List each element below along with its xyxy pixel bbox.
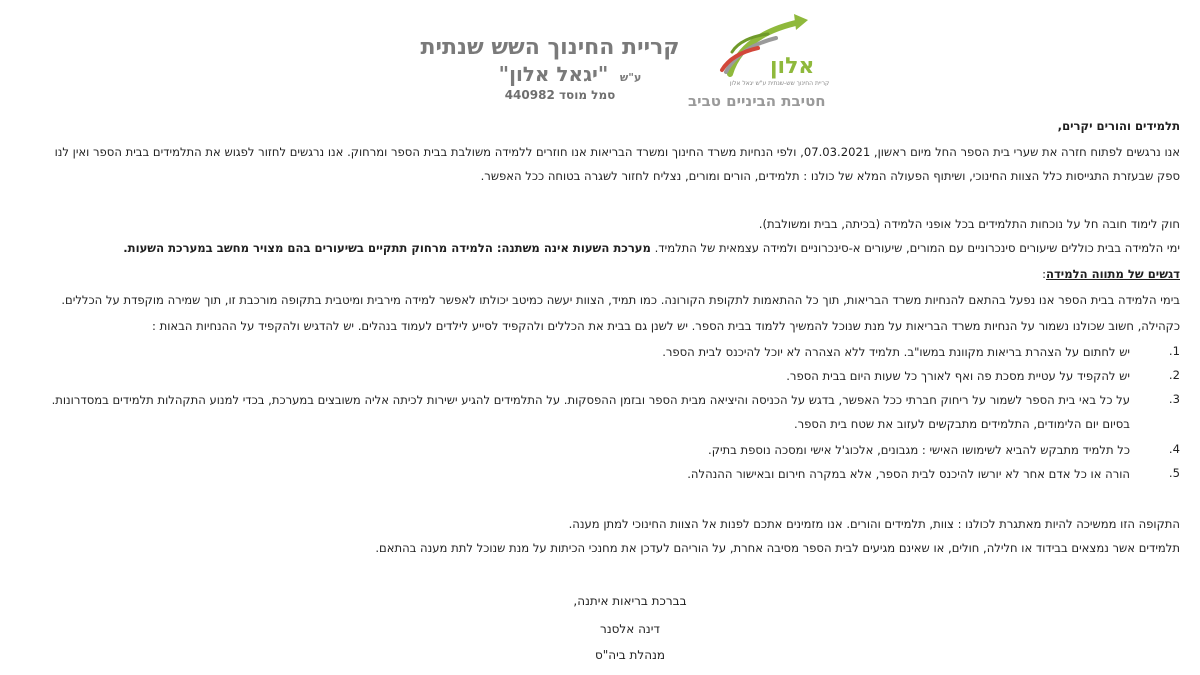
list-number: 5. xyxy=(1168,466,1180,480)
list-number: 2. xyxy=(1168,368,1180,382)
intro-line-1: אנו נרגשים לפתוח חזרה את שערי בית הספר החל מיום ראשון, 07.03.2021, ולפי הנחיות משרד החינוך ומשרד הבריאות אנו חוזרים ללמידה משולבת בבית הספר ומרחוק. אנו נרגשים לחזור לפגוש את התלמידים בבית הספר ואין לנו xyxy=(54,145,1180,159)
paragraph-2: כקהילה, חשוב שכולנו נשמור על הנחיות משרד הבריאות על מנת שנוכל להמשיך ללמוד בבית הספר. יש לשנן גם בבית את הכללים ולהקפיד לסייע לילדים לעמוד בנהלים. יש להדגיש ולהקפיד על ההנחיות הבאות : xyxy=(152,319,1180,333)
list-item: יש לחתום על הצהרת בריאות מקוונת במשו"ב. תלמיד ללא הצהרה לא יוכל להיכנס לבית הספר. xyxy=(662,345,1130,359)
greeting: תלמידים והורים יקרים, xyxy=(1057,119,1180,133)
list-item-continuation: בסיום יום הלימודים, התלמידים מתבקשים לעזוב את שטח בית הספר. xyxy=(793,417,1130,431)
school-named-after xyxy=(470,62,670,86)
list-item: יש להקפיד על עטיית מסכת פה ואף לאורך כל שעות היום בבית הספר. xyxy=(786,369,1130,383)
list-item: הורה או כל אדם אחר לא יורשו להיכנס לבית הספר, אלא במקרה חירום ובאישור ההנהלה. xyxy=(687,467,1130,481)
blessing: בברכת בריאות איתנה, xyxy=(573,594,687,608)
section-title-colon: : xyxy=(1042,267,1046,281)
closing-line-1: התקופה הזו ממשיכה להיות מאתגרת לכולנו : צוות, תלמידים והורים. אנו מזמינים אתכם לפנות אל הצוות החינוכי למתן מענה. xyxy=(568,517,1180,531)
days-note-normal: ימי הלמידה בבית כוללים שיעורים סינכרוניים עם המורים, שיעורים א-סינכרוניים ולמידה עצמאית של התלמיד. xyxy=(654,241,1180,255)
named-after: "יגאל אלון" xyxy=(498,62,609,86)
list-item: כל תלמיד מתבקש להביא לשימושו האישי : מגבונים, אלכוג'ל אישי ומסכה נוספת בתיק. xyxy=(708,443,1130,457)
intro-line-2: ספק שבעזרת התגייסות כלל הצוות החינוכי, ושיתוף הפעולה המלא של כולנו : תלמידים, הורים ומורים, נצליח לחזור לשגרה בטוחה ככל האפשר. xyxy=(480,169,1180,183)
division-name: חטיבת הביניים טביב xyxy=(688,92,826,110)
logo-tagline: קריית החינוך שש-שנתית ע"ש יגאל אלון xyxy=(729,80,830,87)
days-note-bold: מערכת השעות אינה משתנה: הלמידה מרחוק תתקיים בשיעורים בהם מצויר מחשב במערכת השעות. xyxy=(123,241,651,255)
days-note xyxy=(123,240,1180,256)
list-number: 3. xyxy=(1168,392,1180,406)
paragraph-1: בימי הלמידה בבית הספר אנו נפעל בהתאם להנחיות משרד הבריאות, תוך כל ההתאמות לתקופת הקורונה. כמו תמיד, הצוות יעשה כמיטב יכולתו לאפשר למידה מירבית ומיטבית בתקופה מורכבת זו, תוך שמירה מוקפדת על הכללים. xyxy=(61,293,1180,307)
named-prefix: ע"ש xyxy=(619,71,642,84)
list-number: 4. xyxy=(1168,442,1180,456)
closing-line-2: תלמידים אשר נמצאים בבידוד או חלילה, חולים, או שאינם מגיעים לבית הספר מסיבה אחרת, על הוריהם לעדכן את מחנכי הכיתות על מנת שנוכל לתת מענה בהתאם. xyxy=(375,541,1180,555)
list-item: על כל באי בית הספר לשמור על ריחוק חברתי ככל האפשר, בדגש על הכניסה והיציאה מבית הספר ובזמן ההפסקות. על התלמידים להגיע ישירות לכיתה אליה משובצים במערכת, בכדי למנוע התקהלות תלמידים במסדרונות. xyxy=(51,393,1130,407)
law-note: חוק לימוד חובה חל על נוכחות התלמידים בכל אופני הלמידה (בכיתה, בבית ומשולבת). xyxy=(758,217,1180,231)
list-number: 1. xyxy=(1168,344,1180,358)
section-title-text: דגשים של מתווה הלמידה xyxy=(1046,267,1180,281)
school-code: סמל מוסד 440982 xyxy=(504,88,616,102)
signer-name: דינה אלסנר xyxy=(600,622,660,636)
section-title xyxy=(1042,266,1180,282)
signer-title: מנהלת ביה"ס xyxy=(594,648,666,662)
school-name: קריית החינוך השש שנתית xyxy=(420,35,680,60)
logo-wordmark: אלון xyxy=(770,54,815,79)
